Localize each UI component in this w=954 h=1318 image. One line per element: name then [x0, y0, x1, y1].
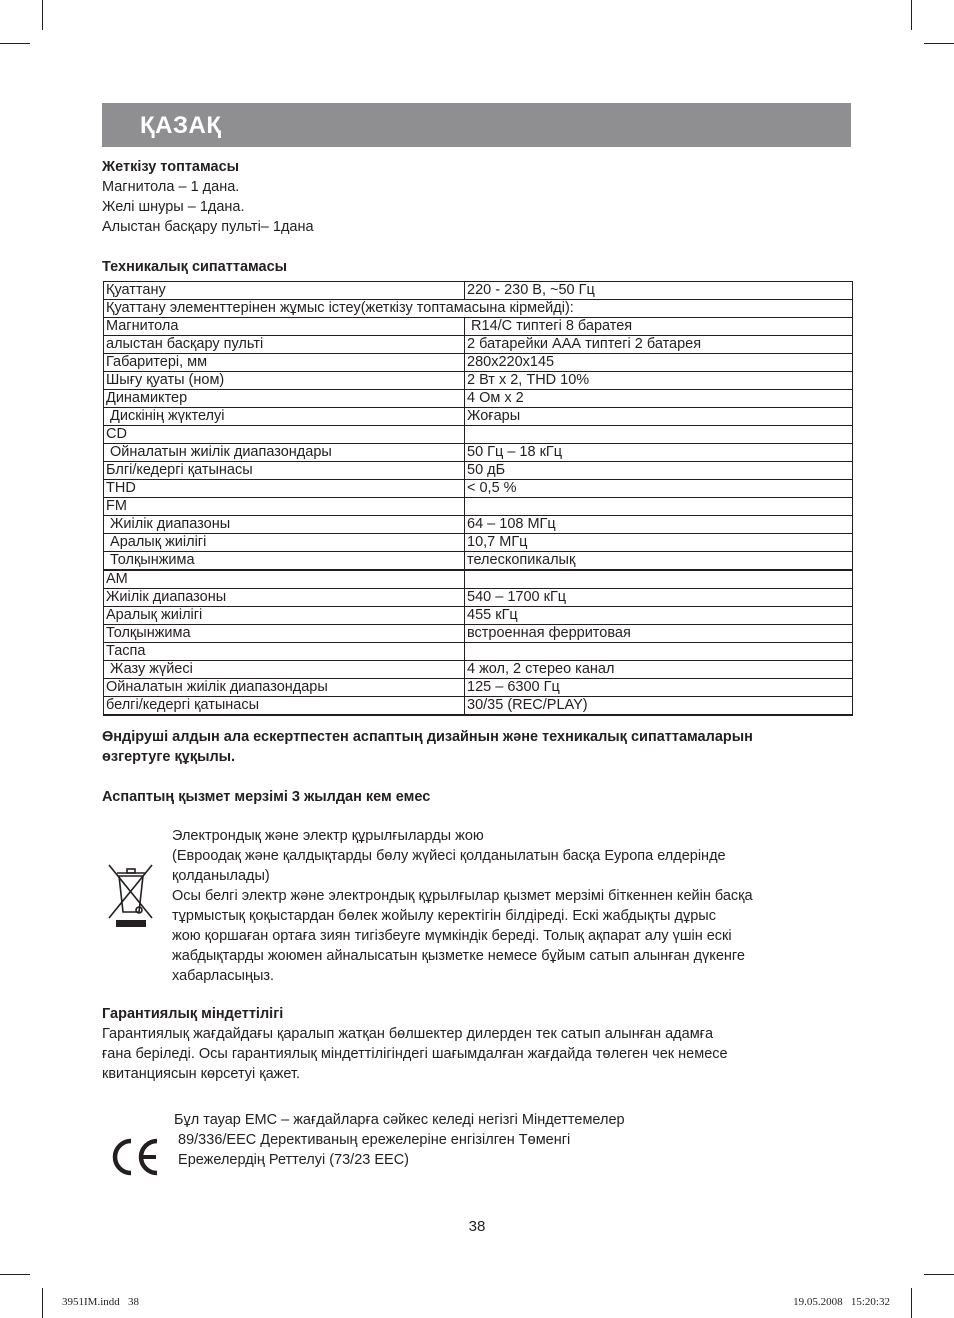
- spec-row: [104, 408, 853, 426]
- spec-row: [104, 372, 853, 390]
- crop-mark: [924, 1274, 954, 1275]
- package-item: Желі шнуры – 1дана.: [102, 199, 245, 215]
- spec-value: 2 Вт х 2, THD 10%: [465, 372, 853, 390]
- spec-value: [465, 498, 853, 516]
- warranty-heading: Гарантиялық міндеттілігі: [102, 1006, 284, 1022]
- spec-row: [104, 444, 853, 462]
- spec-label: Ойналатын жиілік диапазондары: [104, 679, 465, 697]
- crop-mark: [0, 43, 30, 44]
- spec-label: Қуаттану элементтерінен жұмыс істеу(жеткізу топтамасына кірмейді):: [104, 300, 853, 318]
- spec-row: [104, 607, 853, 625]
- spec-value: Жоғары: [465, 408, 853, 426]
- spec-value: 4 Ом х 2: [465, 390, 853, 408]
- spec-label: Жиілік диапазоны: [104, 589, 465, 607]
- ce-line: Бұл тауар ЕМС – жағдайларға сәйкес келеді негізгі Міндеттемелер: [174, 1112, 625, 1128]
- spec-row: [104, 661, 853, 679]
- notice-line: өзгертуге құқылы.: [102, 749, 236, 765]
- spec-label: Магнитола: [104, 318, 465, 336]
- spec-row: [104, 534, 853, 552]
- spec-label: FM: [104, 498, 465, 516]
- spec-row: [104, 426, 853, 444]
- ce-line: Ережелердің Реттелуі (73/23 ЕЕС): [174, 1152, 409, 1168]
- spec-label: АМ: [104, 570, 465, 589]
- spec-value: 4 жол, 2 стерео канал: [465, 661, 853, 679]
- spec-label: Таспа: [104, 643, 465, 661]
- spec-value: 540 – 1700 кГц: [465, 589, 853, 607]
- package-item: Алыстан басқару пульті– 1дана: [102, 219, 314, 235]
- footer-file: 3951IM.indd 38: [62, 1296, 139, 1308]
- section-title: ҚАЗАҚ: [140, 112, 222, 139]
- package-item: Магнитола – 1 дана.: [102, 179, 240, 195]
- spec-row: [104, 625, 853, 643]
- section-header: [102, 103, 851, 147]
- spec-value: 50 Гц – 18 кГц: [465, 444, 853, 462]
- spec-label: Дискінің жүктелуі: [104, 408, 465, 426]
- spec-row: [104, 643, 853, 661]
- spec-label: Жазу жүйесі: [104, 661, 465, 679]
- spec-row: [104, 318, 853, 336]
- spec-label: Аралық жиілігі: [104, 607, 465, 625]
- spec-row: [104, 480, 853, 498]
- spec-value: 30/35 (REC/PLAY): [465, 697, 853, 716]
- spec-value: 2 батарейки ААА типтегі 2 батарея: [465, 336, 853, 354]
- spec-value: 280х220х145: [465, 354, 853, 372]
- spec-label: THD: [104, 480, 465, 498]
- spec-row: [104, 300, 853, 318]
- recycling-line: жою қоршаған ортаға зиян тигізбеуге мүмкіндік береді. Толық ақпарат алу үшін ескі: [172, 928, 732, 944]
- spec-row: [104, 570, 853, 589]
- spec-label: белгі/кедергі қатынасы: [104, 697, 465, 716]
- spec-value: 455 кГц: [465, 607, 853, 625]
- ce-line: 89/336/ЕЕС Дерективаның ережелеріне енгізілген Төменгі: [174, 1132, 571, 1148]
- spec-label: Габаритері, мм: [104, 354, 465, 372]
- spec-row: [104, 697, 853, 716]
- notice-line: Өндіруші алдын ала ескертпестен аспаптың дизайнын және техникалық сипаттамаларын: [102, 729, 753, 745]
- spec-row: [104, 336, 853, 354]
- recycling-line: (Евроодақ және қалдықтарды бөлу жүйесі қолданылатын басқа Еуропа елдерінде: [172, 848, 726, 864]
- page-number: 38: [468, 1218, 486, 1235]
- spec-row: [104, 498, 853, 516]
- package-heading: Жеткізу топтамасы: [102, 159, 240, 175]
- spec-value: [465, 426, 853, 444]
- spec-label: Қуаттану: [104, 282, 465, 300]
- spec-label: Блгі/кедергі қатынасы: [104, 462, 465, 480]
- recycling-line: Осы белгі электр және электрондық құрылғылар қызмет мерзімі біткеннен кейін басқа: [172, 888, 753, 904]
- spec-label: Толқынжима: [104, 625, 465, 643]
- spec-value: < 0,5 %: [465, 480, 853, 498]
- spec-row: [104, 589, 853, 607]
- specs-heading: Техникалық сипаттамасы: [102, 259, 288, 275]
- spec-row: [104, 552, 853, 571]
- spec-value: 220 - 230 В, ~50 Гц: [465, 282, 853, 300]
- warranty-line: квитанциясын көрсетуі қажет.: [102, 1066, 301, 1082]
- crossed-out-wheelie-bin-icon: [106, 862, 156, 930]
- spec-row: [104, 390, 853, 408]
- spec-label: Ойналатын жиілік диапазондары: [104, 444, 465, 462]
- crop-mark: [924, 43, 954, 44]
- spec-label: Динамиктер: [104, 390, 465, 408]
- crop-mark: [42, 1288, 43, 1318]
- crop-mark: [911, 1288, 912, 1318]
- spec-value: телескопикалық: [465, 552, 853, 571]
- specs-table: [103, 281, 853, 716]
- crop-mark: [0, 1274, 30, 1275]
- recycling-line: Электрондық және электр құрылғыларды жою: [172, 828, 484, 844]
- footer-timestamp: 19.05.2008 15:20:32: [793, 1296, 890, 1308]
- spec-value: 125 – 6300 Гц: [465, 679, 853, 697]
- spec-value: 64 – 108 МГц: [465, 516, 853, 534]
- spec-label: Толқынжима: [104, 552, 465, 571]
- spec-value: [465, 643, 853, 661]
- spec-value: R14/С типтегі 8 баратея: [465, 318, 853, 336]
- spec-row: [104, 354, 853, 372]
- ce-mark-icon: [111, 1138, 163, 1176]
- spec-label: алыстан басқару пульті: [104, 336, 465, 354]
- spec-label: CD: [104, 426, 465, 444]
- warranty-line: ғана беріледі. Осы гарантиялық міндеттілігіндегі шағымдалған жағдайда төлеген чек немесе: [102, 1046, 728, 1062]
- spec-label: Жиілік диапазоны: [104, 516, 465, 534]
- spec-row: [104, 516, 853, 534]
- recycling-line: хабарласыңыз.: [172, 968, 275, 984]
- spec-row: [104, 462, 853, 480]
- recycling-line: жабдықтарды жоюмен айналысатын қызметке немесе бұйым сатып алынған дүкенге: [172, 948, 745, 964]
- spec-row: [104, 282, 853, 300]
- spec-row: [104, 679, 853, 697]
- crop-mark: [911, 0, 912, 30]
- recycling-line: тұрмыстық қоқыстардан бөлек жойылу керектігін білдіреді. Ескі жабдықты дұрыс: [172, 908, 716, 924]
- spec-value: встроенная ферритовая: [465, 625, 853, 643]
- recycling-line: қолданылады): [172, 868, 270, 884]
- service-life: Аспаптың қызмет мерзімі 3 жылдан кем емес: [102, 789, 431, 805]
- spec-value: [465, 570, 853, 589]
- crop-mark: [42, 0, 43, 30]
- spec-value: 50 дБ: [465, 462, 853, 480]
- spec-value: 10,7 МГц: [465, 534, 853, 552]
- warranty-line: Гарантиялық жағдайдағы қаралып жатқан бөлшектер дилерден тек сатып алынған адамға: [102, 1026, 714, 1042]
- spec-label: Аралық жиілігі: [104, 534, 465, 552]
- spec-label: Шығу қуаты (ном): [104, 372, 465, 390]
